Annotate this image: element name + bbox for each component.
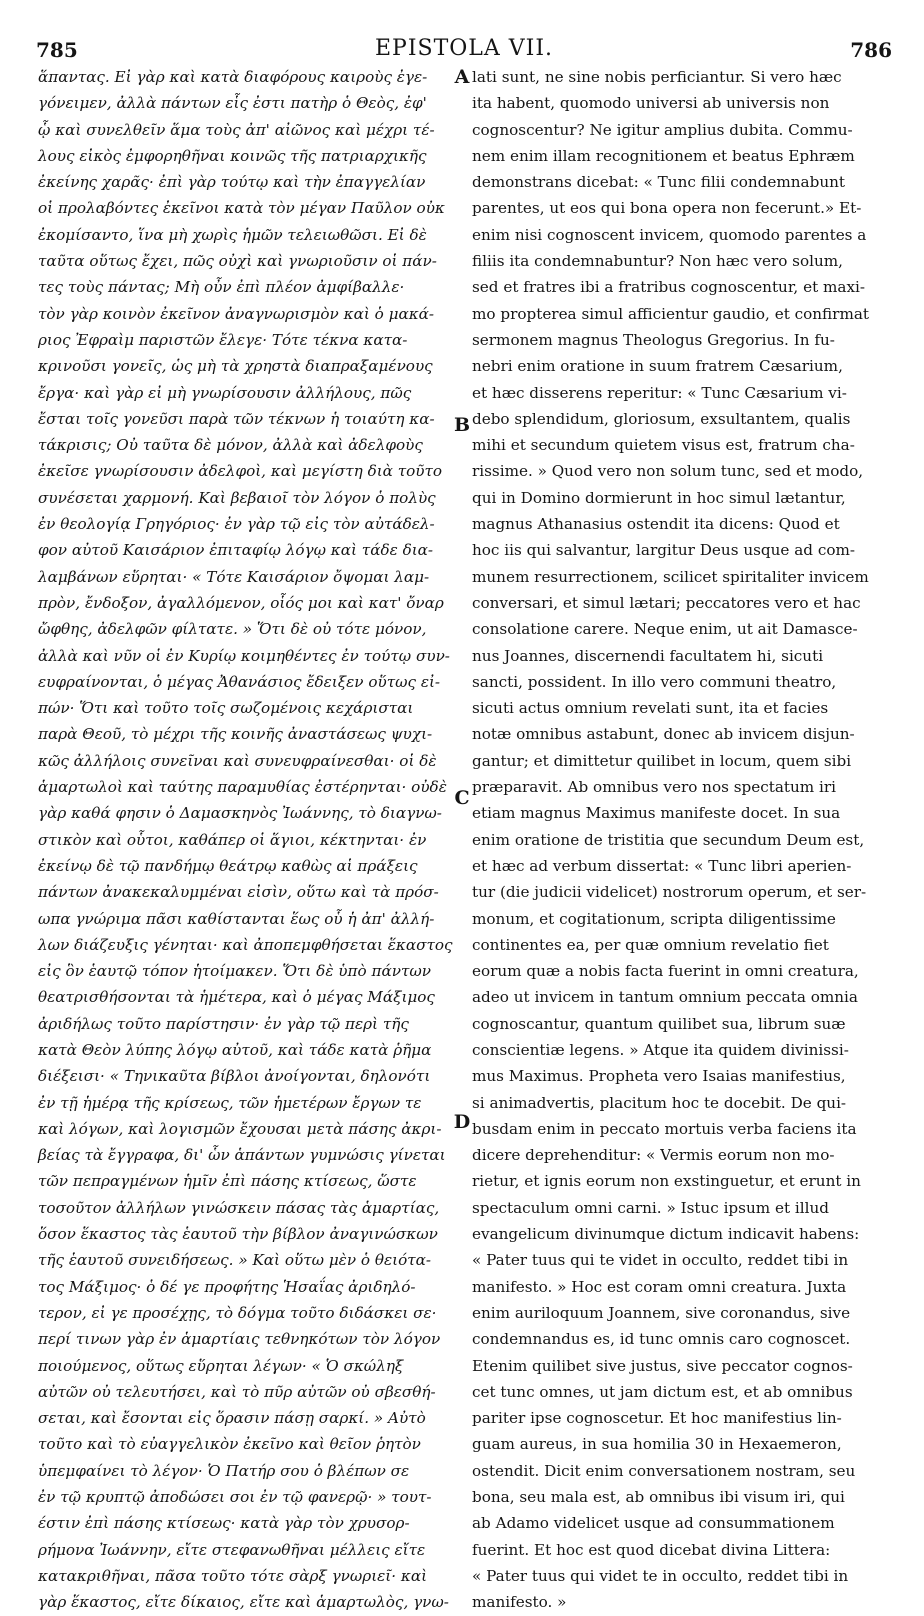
latin-text-line: pariter ipse cognoscetur. Et hoc manifestius lin- xyxy=(472,1409,842,1428)
latin-text-line: si animadvertis, placitum hoc te docebit. De qui- xyxy=(472,1093,847,1112)
greek-text-line: γόνειμεν, ἀλλὰ πάντων εἷς ἐστι πατὴρ ὁ Θεὸς, ἐφ' xyxy=(38,94,427,113)
latin-text-line: manifesto. » Hoc est coram omni creatura. Juxta xyxy=(472,1277,847,1296)
greek-text-line: κατὰ Θεὸν λύπης λόγῳ αὐτοῦ, καὶ τάδε κατὰ ῥῆμα xyxy=(38,1040,432,1059)
margin-marker-c: C xyxy=(454,787,470,809)
greek-text-line: συνέσεται χαρμονή. Καὶ βεβαιοῖ τὸν λόγον ὁ πολὺς xyxy=(38,488,436,507)
latin-text-line: cognoscantur, quantum quilibet sua, librum suæ xyxy=(472,1014,846,1033)
greek-text-line: ὤφθης, ἀδελφῶν φίλτατε. » Ὅτι δὲ οὐ τότε μόνον, xyxy=(38,620,427,639)
page-header xyxy=(36,28,892,68)
greek-text-line: κρινοῦσι γονεῖς, ὡς μὴ τὰ χρηστὰ διαπραξαμένους xyxy=(38,357,433,376)
greek-text-line: τῶν πεπραγμένων ἡμῖν ἐπὶ πάσης κτίσεως, ὥστε xyxy=(38,1172,417,1191)
latin-text-line: filiis ita condemnabuntur? Non hæc vero solum, xyxy=(472,252,843,271)
latin-text-line: monum, et cogitationum, scripta diligentissime xyxy=(472,909,836,928)
latin-text-line: condemnandus es, id tunc omnis caro cognoscet. xyxy=(472,1330,851,1349)
latin-text-line: enim nisi cognoscent invicem, quomodo parentes a xyxy=(472,225,867,244)
latin-text-line: præparavit. Ab omnibus vero nos spectatum iri xyxy=(472,778,836,797)
latin-text-line: cet tunc omnes, ut jam dictum est, et ab omnibus xyxy=(472,1382,853,1401)
latin-text-line: et hæc disserens reperitur: « Tunc Cæsarium vi- xyxy=(472,383,847,402)
margin-marker-b: B xyxy=(453,414,471,436)
latin-text-line: tur (die judicii videlicet) nostrorum operum, et ser- xyxy=(472,883,867,902)
greek-text-line: ριος Ἐφραὶμ παριστῶν ἔλεγε· Τότε τέκνα κατα- xyxy=(38,330,408,349)
greek-text-line: ἐν τῷ κρυπτῷ ἀποδώσει σοι ἐν τῷ φανερῷ· » τουτ- xyxy=(38,1488,432,1507)
greek-text-line: τὸν γὰρ κοινὸν ἐκεῖνον ἀναγνωρισμὸν καὶ ὁ μακά- xyxy=(38,304,435,323)
latin-text-line: mihi et secundum quietem visus est, fratrum cha- xyxy=(472,436,855,455)
page-number-left: 785 xyxy=(36,38,78,62)
greek-text-line: ἀλλὰ καὶ νῦν οἱ ἐν Κυρίῳ κοιμηθέντες ἐν τούτῳ συν- xyxy=(38,646,450,665)
latin-text-line: munem resurrectionem, scilicet spiritaliter invicem xyxy=(472,567,869,586)
latin-text-line: notæ omnibus astabunt, donec ab invicem disjun- xyxy=(472,725,855,744)
greek-text-line: πρὸν, ἔνδοξον, ἀγαλλόμενον, οἷός μοι καὶ κατ' ὄναρ xyxy=(38,593,444,612)
latin-text-line: continentes ea, per quæ omnium revelatio fiet xyxy=(472,935,829,954)
greek-text-line: διέξεισι· « Τηνικαῦτα βίβλοι ἀνοίγονται, δηλονότι xyxy=(38,1067,431,1086)
greek-text-line: ταῦτα οὕτως ἔχει, πῶς οὐχὶ καὶ γνωριοῦσιν οἱ πάν- xyxy=(38,252,437,271)
greek-text-line: αὐτῶν οὐ τελευτήσει, καὶ τὸ πῦρ αὐτῶν οὐ σβεσθή- xyxy=(38,1382,436,1401)
greek-text-line: βείας τὰ ἔγγραφα, δι' ὧν ἁπάντων γυμνώσις γίνεται xyxy=(38,1146,446,1165)
latin-text-line: rissime. » Quod vero non solum tunc, sed et modo, xyxy=(472,462,864,481)
latin-text-line: Etenim quilibet sive justus, sive peccator cognos- xyxy=(472,1356,853,1375)
latin-text-line: ostendit. Dicit enim conversationem nostram, seu xyxy=(472,1461,856,1480)
latin-text-line: nem enim illam recognitionem et beatus Ephræm xyxy=(472,146,855,165)
margin-marker-d: D xyxy=(453,1111,471,1133)
latin-text-line: sancti, possident. In illo vero communi theatro, xyxy=(472,672,837,691)
latin-text-line: busdam enim in peccato mortuis verba faciens ita xyxy=(472,1119,857,1138)
greek-text-line: λαμβάνων εὕρηται· « Τότε Καισάριον ὄψομαι λαμ- xyxy=(38,567,430,586)
greek-text-line: έστιν ἐπὶ πάσης κτίσεως· κατὰ γὰρ τὸν χρυσορ- xyxy=(38,1514,410,1533)
latin-text-line: conscientiæ legens. » Atque ita quidem divinissi- xyxy=(472,1040,849,1059)
latin-text-line: rietur, et ignis eorum non exstinguetur, et erunt in xyxy=(472,1172,861,1191)
greek-text-line: ἅπαντας. Εἰ γὰρ καὶ κατὰ διαφόρους καιροὺς ἐγε- xyxy=(38,68,428,86)
greek-text-line: παρὰ Θεοῦ, τὸ μέχρι τῆς κοινῆς ἀναστάσεως ψυχι- xyxy=(38,725,433,744)
latin-text-line: bona, seu mala est, ab omnibus ibi visum iri, qui xyxy=(472,1488,845,1507)
latin-text-line: cognoscentur? Ne igitur amplius dubita. Commu- xyxy=(472,120,853,139)
greek-text-line: οἱ προλαβόντες ἐκεῖνοι κατὰ τὸν μέγαν Παῦλον οὐκ xyxy=(38,199,445,218)
greek-text-line: τες τοὺς πάντας; Μὴ οὖν ἐπὶ πλέον ἀμφίβαλλε· xyxy=(38,278,405,297)
latin-text-line: mus Maximus. Propheta vero Isaias manifestius, xyxy=(472,1067,846,1086)
latin-text-line: adeo ut invicem in tantum omnium peccata omnia xyxy=(472,988,858,1007)
latin-text-line: manifesto. » xyxy=(472,1593,567,1612)
greek-text-line: ἐκείνῳ δὲ τῷ πανδήμῳ θεάτρῳ καθὼς αἱ πράξεις xyxy=(38,856,418,875)
greek-text-line: ἐκείνης χαρᾶς· ἐπὶ γὰρ τούτῳ καὶ τὴν ἐπαγγελίαν xyxy=(38,173,426,192)
greek-text-line: τος Μάξιμος· ὁ δέ γε προφήτης Ἡσαΐας ἀριδηλό- xyxy=(38,1277,416,1296)
latin-text-line: dicere deprehenditur: « Vermis eorum non mo- xyxy=(472,1146,835,1165)
latin-text-line: magnus Athanasius ostendit ita dicens: Quod et xyxy=(472,515,840,534)
greek-text-line: ᾧ καὶ συνελθεῖν ἅμα τοὺς ἀπ' αἰῶνος καὶ μέχρι τέ- xyxy=(38,120,435,139)
greek-text-line: περί τινων γὰρ ἐν ἁμαρτίαις τεθνηκότων τὸν λόγον xyxy=(38,1330,441,1349)
latin-text-line: lati sunt, ne sine nobis perficiantur. Si vero hæc xyxy=(472,68,842,86)
greek-text-line: πών· Ὅτι καὶ τοῦτο τοῖς σωζομένοις κεχάρισται xyxy=(38,699,414,718)
greek-text-line: ἔσται τοῖς γονεῦσι παρὰ τῶν τέκνων ἡ τοιαύτη κα- xyxy=(38,409,435,428)
greek-text-line: φον αὐτοῦ Καισάριον ἐπιταφίῳ λόγῳ καὶ τάδε δια- xyxy=(38,541,434,560)
running-title: EPISTOLA VII. xyxy=(374,36,554,61)
greek-text-line: ἐκομίσαντο, ἵνα μὴ χωρὶς ἡμῶν τελειωθῶσι. Εἰ δὲ xyxy=(38,225,427,244)
greek-text-line: λων διάζευξις γένηται· καὶ ἀποπεμφθήσεται ἕκαστος xyxy=(38,935,453,954)
greek-text-line: εἰς ὃν ἑαυτῷ τόπον ἡτοίμακεν. Ὅτι δὲ ὑπὸ πάντων xyxy=(38,962,431,981)
greek-text-line: ἀριδήλως τοῦτο παρίστησιν· ἐν γὰρ τῷ περὶ τῆς xyxy=(38,1014,409,1033)
latin-text-line: mo propterea simul afficientur gaudio, et confirmat xyxy=(472,304,870,323)
greek-text-line: ευφραίνονται, ὁ μέγας Ἀθανάσιος ἔδειξεν οὕτως εἰ- xyxy=(38,672,441,691)
latin-text-line: hoc iis qui salvantur, largitur Deus usque ad com- xyxy=(472,541,856,560)
latin-text-line: sed et fratres ibi a fratribus cognoscentur, et maxi- xyxy=(472,278,866,297)
greek-text-line: ρήμονα Ἰωάννην, εἴτε στεφανωθῆναι μέλλεις εἴτε xyxy=(38,1540,426,1559)
latin-text-line: ab Adamo videlicet usque ad consummationem xyxy=(472,1514,835,1533)
greek-text-line: ἐν θεολογίᾳ Γρηγόριος· ἐν γὰρ τῷ εἰς τὸν αὐτάδελ- xyxy=(38,515,435,534)
latin-text-line: demonstrans dicebat: « Tunc filii condemnabunt xyxy=(472,173,845,192)
latin-text-line: debo splendidum, gloriosum, exsultantem, qualis xyxy=(472,409,851,428)
latin-text-line: conversari, et simul lætari; peccatores vero et hac xyxy=(472,593,861,612)
greek-text-line: λους εἰκὸς ἐμφορηθῆναι κοινῶς τῆς πατριαρχικῆς xyxy=(38,146,427,165)
margin-marker-a: A xyxy=(454,66,470,88)
latin-text-line: fuerint. Et hoc est quod dicebat divina Littera: xyxy=(472,1540,831,1559)
latin-text-line: sermonem magnus Theologus Gregorius. In fu- xyxy=(472,330,835,349)
latin-text-line: parentes, ut eos qui bona opera non fecerunt.» Et- xyxy=(472,199,862,218)
greek-text-line: ἐν τῇ ἡμέρᾳ τῆς κρίσεως, τῶν ἡμετέρων ἔργων τε xyxy=(38,1093,422,1112)
greek-text-line: θεατρισθήσονται τὰ ἡμέτερα, καὶ ὁ μέγας Μάξιμος xyxy=(38,988,435,1007)
greek-text-line: τοῦτο καὶ τὸ εὐαγγελικὸν ἐκεῖνο καὶ θεῖον ῥητὸν xyxy=(38,1435,421,1454)
latin-text-line: enim auriloquum Joannem, sive coronandus, sive xyxy=(472,1303,851,1322)
latin-text-line: etiam magnus Maximus manifeste docet. In sua xyxy=(472,804,841,823)
greek-text-line: τοσοῦτον ἀλλήλων γινώσκειν πάσας τὰς ἁμαρτίας, xyxy=(38,1198,440,1217)
greek-text-line: κατακριθῆναι, πᾶσα τοῦτο τότε σὰρξ γνωριεῖ· καὶ xyxy=(38,1566,428,1585)
latin-text-line: nebri enim oratione in suum fratrem Cæsarium, xyxy=(472,357,843,376)
latin-text-line: « Pater tuus qui videt te in occulto, reddet tibi in xyxy=(472,1566,849,1585)
greek-text-line: ποιούμενος, οὕτως εὕρηται λέγων· « Ὁ σκώληξ xyxy=(38,1356,404,1375)
greek-text-line: κῶς ἀλλήλοις συνεῖναι καὶ συνευφραίνεσθαι· οἱ δὲ xyxy=(38,751,437,770)
greek-text-line: ἐκεῖσε γνωρίσουσιν ἀδελφοὶ, καὶ μεγίστη διὰ τοῦτο xyxy=(38,462,443,481)
latin-text-line: nus Joannes, discernendi facultatem hi, sicuti xyxy=(472,646,824,665)
latin-text-line: enim oratione de tristitia que secundum Deum est, xyxy=(472,830,865,849)
greek-text-line: ὑπεμφαίνει τὸ λέγον· Ὁ Πατήρ σου ὁ βλέπων σε xyxy=(38,1461,410,1480)
greek-text-line: ὅσον ἕκαστος τὰς ἑαυτοῦ τὴν βίβλον ἀναγινώσκων xyxy=(38,1225,438,1244)
latin-text-line: guam aureus, in sua homilia 30 in Hexaemeron, xyxy=(472,1435,842,1454)
greek-text-line: ωπα γνώριμα πᾶσι καθίστανται ἕως οὗ ἡ ἀπ' ἀλλή- xyxy=(38,909,435,928)
greek-text-line: γὰρ ἕκαστος, εἴτε δίκαιος, εἴτε καὶ ἁμαρτωλὸς, γνω- xyxy=(38,1593,449,1612)
latin-text-line: qui in Domino dormierunt in hoc simul lætantur, xyxy=(472,488,846,507)
greek-text-line: τῆς ἑαυτοῦ συνειδήσεως. » Καὶ οὕτω μὲν ὁ θειότα- xyxy=(38,1251,432,1270)
latin-text-line: spectaculum omni carni. » Istuc ipsum et illud xyxy=(472,1198,829,1217)
latin-text-line: « Pater tuus qui te videt in occulto, reddet tibi in xyxy=(472,1251,849,1270)
latin-column xyxy=(472,64,892,1612)
greek-text-line: πάντων ἀνακεκαλυμμέναι εἰσὶν, οὕτω καὶ τὰ πρόσ- xyxy=(38,883,439,902)
latin-text-line: consolatione carere. Neque enim, ut ait Damasce- xyxy=(472,620,858,639)
greek-text-line: στικὸν καὶ οὗτοι, καθάπερ οἱ ἅγιοι, κέκτηνται· ἐν xyxy=(38,830,427,849)
latin-text-line: eorum quæ a nobis facta fuerint in omni creatura, xyxy=(472,962,859,981)
greek-text-line: τερον, εἰ γε προσέχῃς, τὸ δόγμα τοῦτο διδάσκει σε· xyxy=(38,1303,437,1322)
greek-text-line: γὰρ καθά φησιν ὁ Δαμασκηνὸς Ἰωάννης, τὸ διαγνω- xyxy=(38,804,442,823)
greek-text-line: σεται, καὶ ἔσονται εἰς ὅρασιν πάσῃ σαρκί. » Αὐτὸ xyxy=(38,1409,426,1428)
greek-text-line: ἔργα· καὶ γὰρ εἰ μὴ γνωρίσουσιν ἀλλήλους, πῶς xyxy=(38,383,412,402)
latin-text-line: ita habent, quomodo universi ab universis non xyxy=(472,94,830,113)
greek-text-line: καὶ λόγων, καὶ λογισμῶν ἔχουσαι μετὰ πάσης ἀκρι- xyxy=(38,1119,442,1138)
greek-text-line: ἁμαρτωλοὶ καὶ ταύτης παραμυθίας ἐστέρηνται· οὐδὲ xyxy=(38,778,447,797)
latin-text-line: evangelicum divinumque dictum indicavit habens: xyxy=(472,1225,860,1244)
latin-text-line: sicuti actus omnium revelati sunt, ita et facies xyxy=(472,699,829,718)
latin-text-line: gantur; et dimittetur quilibet in locum, quem sibi xyxy=(472,751,852,770)
greek-column xyxy=(38,64,456,1612)
page-number-right: 786 xyxy=(850,38,892,62)
latin-text-line: et hæc ad verbum dissertat: « Tunc libri aperien- xyxy=(472,856,852,875)
greek-text-line: τάκρισις; Οὐ ταῦτα δὲ μόνον, ἀλλὰ καὶ ἀδελφοὺς xyxy=(38,436,423,455)
